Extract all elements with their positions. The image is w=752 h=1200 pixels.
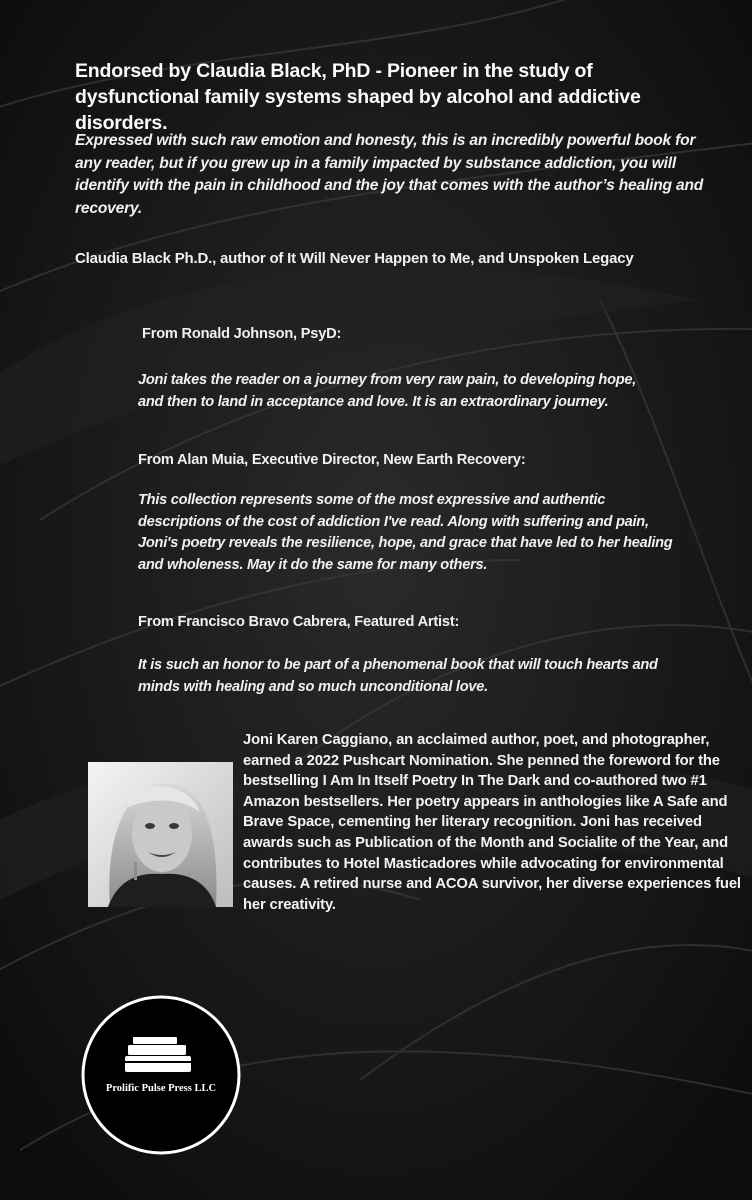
publisher-logo	[81, 995, 241, 1155]
author-photo	[88, 762, 233, 907]
author-bio: Joni Karen Caggiano, an acclaimed author, poet, and photographer, earned a 2022 Pushcart Nomination. She penned the foreword for the bestselling I Am In Itself Poetry In The Dark and co-authored two #1 Amazon bestsellers. Her poetry appears in anthologies like A Safe and Brave Space, cementing her literary recognition. Joni has received awards such as Publication of the Month and Socialite of the Year, and contributes to Hotel Masticadores while advocating for environmental causes. A retired nurse and ACOA survivor, her diverse experiences fuel her creativity.	[243, 732, 741, 913]
endorsement-quote: Expressed with such raw emotion and honesty, this is an incredibly powerful book for any reader, but if you grew up in a family impacted by substance addiction, you will identify with the pain in childhood and the joy that comes with the author’s healing and recovery.	[75, 132, 704, 217]
review-quote: This collection represents some of the most expressive and authentic descriptions of the cost of addiction I've read. Along with suffering and pain, Joni's poetry reveals the resilience, hope, and grace that have led to her healing and wholeness. May it do the same for many others.	[138, 492, 673, 573]
endorsement-attribution: Claudia Black Ph.D., author of It Will Never Happen to Me, and Unspoken Legacy	[75, 250, 634, 267]
publisher-name: Prolific Pulse Press LLC	[105, 1083, 217, 1094]
endorsement-heading: Endorsed by Claudia Black, PhD - Pioneer in the study of dysfunctional family systems shaped by alcohol and addictive disorders.	[75, 60, 641, 134]
review-quote: It is such an honor to be part of a phenomenal book that will touch hearts and minds with healing and so much unconditional love.	[138, 657, 658, 695]
review-author: From Francisco Bravo Cabrera, Featured Artist:	[138, 614, 460, 630]
review-author: From Ronald Johnson, PsyD:	[142, 326, 342, 342]
review-author: From Alan Muia, Executive Director, New Earth Recovery:	[138, 452, 526, 468]
review-quote: Joni takes the reader on a journey from very raw pain, to developing hope, and then to land in acceptance and love. It is an extraordinary journey.	[138, 372, 637, 410]
